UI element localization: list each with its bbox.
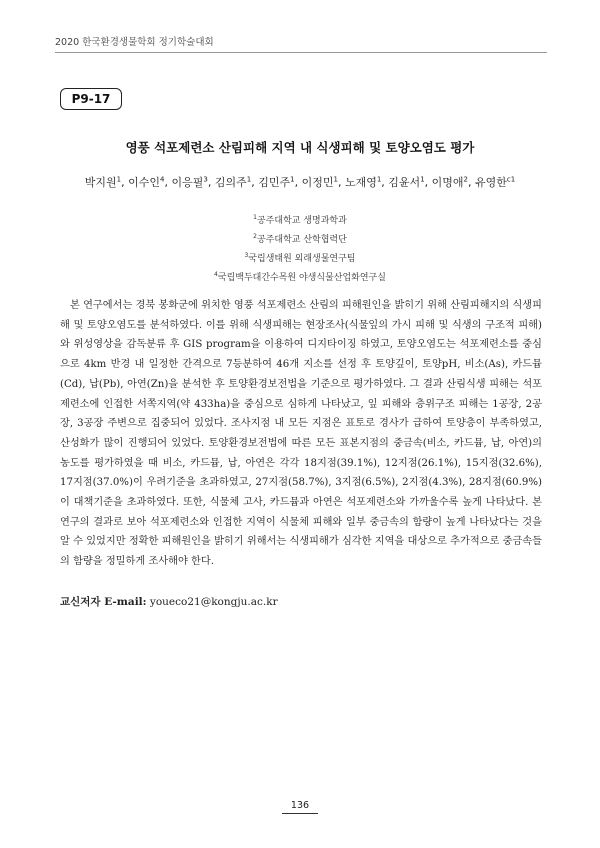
header-divider [55,52,547,53]
poster-code-badge: P9-17 [60,88,122,110]
affiliation: $^2$공주대학교 산학협력단 [253,233,347,245]
author: 유영한$^{c1}$ [475,175,516,189]
abstract-body: 본 연구에서는 경북 봉화군에 위치한 영풍 석포제련소 산림의 피해원인을 밝히기 위해 산림피해지의 식생피해 및 토양오염도를 분석하였다. 이를 위해 식생피해는 현장조사(식물잎의 가시 피해 및 식생의 구조적 피해)와 위성영상을 감독분류 후 GIS program을 이용하여 디지타이징 하였고, 토양오염도는 석포제련소를 중심으로 4km 반경 내 일정한 간격으로 7등분하여 46개 지소를 선정 후 토양깊이, 토양pH, 비소(As), 카드뮴(Cd), 납(Pb), 아연(Zn)을 분석한 후 토양환경보전법을 기준으로 평가하였다. 그 결과 산림식생 피해는 석포제련소에 인접한 서쪽지역(약 433ha)을 중심으로 심하게 나타났고, 잎 피해와 층위구조 피해는 1공장, 2공장, 3공장 주변으로 집중되어 있었다. 조사지점 내 모든 지점은 표토로 경사가 급하여 토양층이 부족하였고, 산성화가 많이 진행되어 있었다. 토양환경보전법에 따른 모든 표본지점의 중금속(비소, 카드뮴, 납, 아연)의 농도를 평가하였을 때 비소, 카드뮴, 납, 아연은 각각 18지점(39.1%), 12지점(26.1%), 15지점(32.6%), 17지점(37.0%)이 우려기준을 초과하였고, 27지점(58.7%), 3지점(6.5%), 2지점(4.3%), 28지점(60.9%)이 대책기준을 초과하였다. 또한, 식물체 고사, 카드뮴과 아연은 석포제련소와 가까울수록 높게 나타났다. 본 연구의 결과로 보아 석포제련소와 인접한 지역이 식물체 피해와 일부 중금속의 함량이 높게 나타났다는 것을 알 수 있었지만 정확한 피해원인을 밝히기 위해서는 식생피해가 심각한 지역을 대상으로 추가적으로 중금속들의 함량을 정밀하게 조사해야 한다. [60,300,542,568]
affiliation: $^1$공주대학교 생명과학과 [253,214,347,226]
author: 이정민$^1$ [301,175,338,189]
author: 김의주$^1$ [214,175,252,189]
author: 박지원$^1$ [84,175,122,189]
contact-email[interactable]: youeco21@kongju.ac.kr [149,596,278,608]
author: 김윤서$^1$ [388,175,425,189]
running-header: 2020 한국환경생물학회 정기학술대회 [55,37,214,48]
author: 이수인$^4$ [128,175,165,189]
author-list: 박지원$^1$, 이수인$^4$, 이응필$^3$, 김의주$^1$, 김민주$^1$, 이정민$^1$, 노재영$^1$, 김윤서$^1$, 이명애$^2$, 유영한$^{c1}$ [84,175,516,189]
corresponding-author-contact [60,594,278,609]
affiliation: $^3$국립생태원 외래생물연구팀 [244,252,356,264]
author: 이명애$^2$ [431,175,469,189]
author: 이응필$^3$ [171,175,208,189]
author: 노재영$^1$ [344,175,382,189]
contact-label: 교신저자 E-mail: [60,596,147,608]
author: 김민주$^1$ [258,175,295,189]
page-number: 136 [282,800,318,814]
affiliation-list [0,210,600,286]
affiliation: $^4$국립백두대간수목원 야생식물산업화연구실 [214,271,386,283]
paper-title: 영풍 석포제련소 산림피해 지역 내 식생피해 및 토양오염도 평가 [125,140,475,155]
